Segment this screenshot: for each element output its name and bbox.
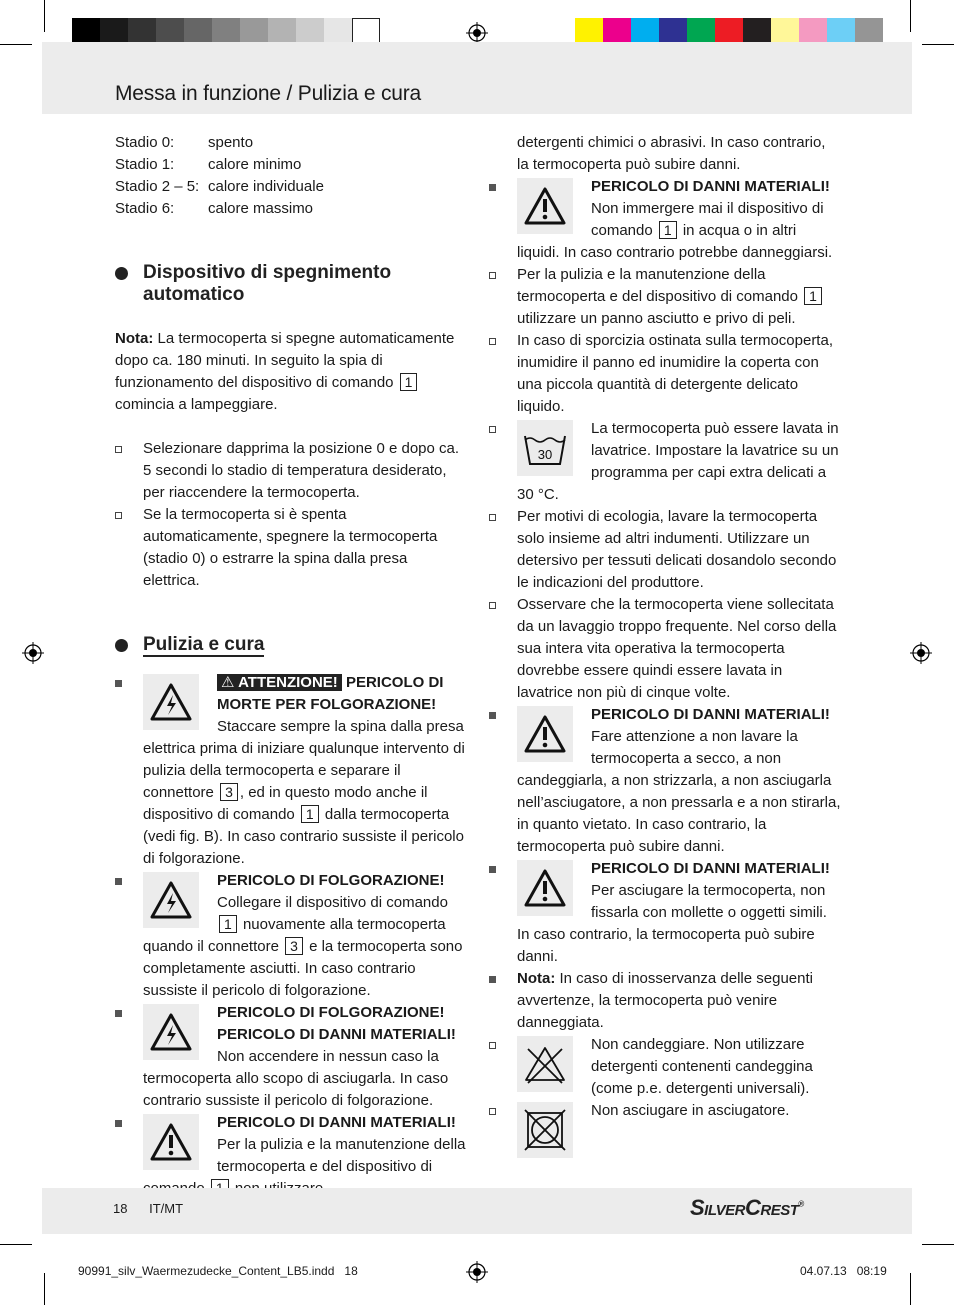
svg-text:30: 30 bbox=[537, 447, 553, 462]
list-item: Se la termocoperta si è spenta automaticamente, spegnere la termocoperta (stadio 0) o estrarre la spina dalla presa elettrica. bbox=[115, 504, 467, 592]
list-item: In caso di sporcizia ostinata sulla termocoperta, inumidire il panno ed inumidire la coperta con una piccola quantità di detergente delicato liquido. bbox=[489, 330, 841, 418]
right-column bbox=[489, 132, 841, 1162]
square-bullet-icon bbox=[489, 712, 496, 719]
shock-warning-icon bbox=[143, 872, 199, 928]
language-code: IT/MT bbox=[149, 1201, 184, 1216]
checkbox-bullet-icon bbox=[115, 446, 122, 453]
exclamation-warning-icon bbox=[517, 178, 573, 234]
warning-shock-3: PERICOLO DI FOLGORAZIONE! PERICOLO DI DANNI MATERIALI! Non accendere in nessun caso la termocoperta allo scopo di asciugarla. In caso contrario sussiste il pericolo di folgorazione. bbox=[115, 1002, 467, 1112]
list-item: Osservare che la termocoperta viene sollecitata da un lavaggio troppo frequente. Nel corso della sua intera vita operativa la termocoperta dovrebbe essere quindi essere lavata in lavatrice non più di cinque volte. bbox=[489, 594, 841, 704]
stage-row: Stadio 6: calore massimo bbox=[115, 200, 314, 217]
exclamation-warning-icon bbox=[517, 860, 573, 916]
checkbox-bullet-icon bbox=[489, 338, 496, 345]
crop-mark bbox=[922, 1244, 954, 1245]
shock-warning-icon bbox=[143, 1004, 199, 1060]
wash-30-icon bbox=[517, 420, 573, 476]
cleaning-heading: Pulizia e cura bbox=[115, 634, 467, 656]
exclamation-warning-icon bbox=[517, 706, 573, 762]
stage-list bbox=[115, 132, 467, 220]
registration-mark-icon bbox=[466, 22, 488, 44]
crop-mark bbox=[44, 1273, 45, 1305]
square-bullet-icon bbox=[115, 1010, 122, 1017]
print-slug-left: 90991_silv_Waermezudecke_Content_LB5.indd 18 bbox=[78, 1264, 358, 1278]
checkbox-bullet-icon bbox=[489, 1042, 496, 1049]
registration-mark-icon bbox=[22, 642, 44, 664]
warning-damage-4: PERICOLO DI DANNI MATERIALI! Per asciugare la termocoperta, non fissarla con mollette o oggetti simili. In caso contrario, la termocoperta può subire danni. bbox=[489, 858, 841, 968]
square-bullet-icon bbox=[489, 976, 496, 983]
brand-logo: SilverCrest® bbox=[690, 1195, 804, 1220]
footer-page-info bbox=[113, 1201, 183, 1216]
warning-damage-1: PERICOLO DI DANNI MATERIALI! Per la pulizia e la manutenzione della termocoperta e del dispositivo di bbox=[115, 1112, 467, 1200]
square-bullet-icon bbox=[489, 866, 496, 873]
crop-mark bbox=[0, 44, 32, 45]
page-title: Messa in funzione / Pulizia e cura bbox=[115, 82, 422, 105]
bullet-dot-icon bbox=[115, 267, 128, 280]
warning-damage-2: PERICOLO DI DANNI MATERIALI! Non immergere mai il dispositivo di comando 1 in acqua o in altri liquidi. In caso contrario potrebbe danneggiarsi. bbox=[489, 176, 841, 264]
list-item: Per motivi di ecologia, lavare la termocoperta solo insieme ad altri indumenti. Utilizzare un detersivo per tessuti delicati dosandolo secondo le indicazioni del produttore. bbox=[489, 506, 841, 594]
checkbox-bullet-icon bbox=[489, 514, 496, 521]
crop-mark bbox=[0, 1244, 32, 1245]
square-bullet-icon bbox=[115, 680, 122, 687]
care-note: Nota: In caso di inosservanza delle seguenti avvertenze, la termocoperta può venire danneggiata. bbox=[489, 968, 841, 1034]
warning-shock-2: PERICOLO DI FOLGORAZIONE! Collegare il dispositivo di comando 1 nuovamente alla termocoperta quando il connettore 3 e la termocoperta sono completamente asciutti. In caso contrario sussiste il pericolo di folgorazione. bbox=[115, 870, 467, 1002]
registration-mark-icon bbox=[910, 642, 932, 664]
bullet-dot-icon bbox=[115, 639, 128, 652]
checkbox-bullet-icon bbox=[489, 1108, 496, 1115]
continued-text: detergenti chimici o abrasivi. In caso contrario, la termocoperta può subire danni. bbox=[517, 134, 826, 173]
no-tumble-dry-icon bbox=[517, 1102, 573, 1158]
crop-mark bbox=[922, 44, 954, 45]
list-item: 30 La termocoperta può essere lavata in lavatrice. Impostare la lavatrice su un programma per capi extra delicati a 30 °C. bbox=[489, 418, 841, 506]
list-item: Non asciugare in asciugatore. bbox=[489, 1100, 841, 1122]
left-column bbox=[115, 132, 467, 1200]
crop-mark bbox=[44, 0, 45, 32]
page-number: 18 bbox=[113, 1201, 128, 1216]
attention-badge: ⚠ ATTENZIONE! bbox=[217, 674, 342, 691]
stage-row: Stadio 1: calore minimo bbox=[115, 156, 302, 173]
warning-shock-1: ⚠ ATTENZIONE! PERICOLO DI MORTE PER FOLGORAZIONE! Staccare sempre la spina dalla presa elettrica prima di iniziare qualunque intervento di pulizia della termocoperta e separare il connettore 3 , ed in questo modo anche il dispositivo di comando 1 dalla termocoperta (vedi fig. B). In caso contrario sussiste il pericolo di folgorazione. bbox=[115, 672, 467, 870]
shock-warning-icon bbox=[143, 674, 199, 730]
registration-mark-icon bbox=[466, 1261, 488, 1283]
exclamation-warning-icon bbox=[143, 1114, 199, 1170]
list-item: Per la pulizia e la manutenzione della termocoperta e del dispositivo di comando 1 utilizzare un panno asciutto e privo di peli. bbox=[489, 264, 841, 330]
auto-off-note: Nota: La termocoperta si spegne automaticamente dopo ca. 180 minuti. In seguito la spia di funzionamento del dispositivo di comando 1 comincia a lampeggiare. bbox=[115, 330, 455, 413]
print-slug-right: 04.07.13 08:19 bbox=[800, 1264, 887, 1278]
stage-row: Stadio 0: spento bbox=[115, 134, 254, 151]
square-bullet-icon bbox=[489, 184, 496, 191]
list-item: Non candeggiare. Non utilizzare detergenti contenenti candeggina (come p.e. detergenti universali). bbox=[489, 1034, 841, 1100]
list-item: Selezionare dapprima la posizione 0 e dopo ca. 5 secondi lo stadio di temperatura desiderato, per riaccendere la termocoperta. bbox=[115, 438, 467, 504]
checkbox-bullet-icon bbox=[489, 272, 496, 279]
crop-mark bbox=[910, 0, 911, 32]
warning-damage-3: PERICOLO DI DANNI MATERIALI! Fare attenzione a non lavare la termocoperta a secco, a non candeggiarla, a non strizzarla, a non asciugarla nell’asciugatore, a non pressarla e a non stirarla, in quanto vietato. In caso contrario, la termocoperta può subire danni. bbox=[489, 704, 841, 858]
no-bleach-icon bbox=[517, 1036, 573, 1092]
checkbox-bullet-icon bbox=[489, 602, 496, 609]
checkbox-bullet-icon bbox=[489, 426, 496, 433]
auto-off-heading: Dispositivo di spegnimento automatico bbox=[115, 262, 467, 306]
stage-row: Stadio 2 – 5: calore individuale bbox=[115, 178, 324, 195]
crop-mark bbox=[910, 1273, 911, 1305]
square-bullet-icon bbox=[115, 1120, 122, 1127]
square-bullet-icon bbox=[115, 878, 122, 885]
checkbox-bullet-icon bbox=[115, 512, 122, 519]
